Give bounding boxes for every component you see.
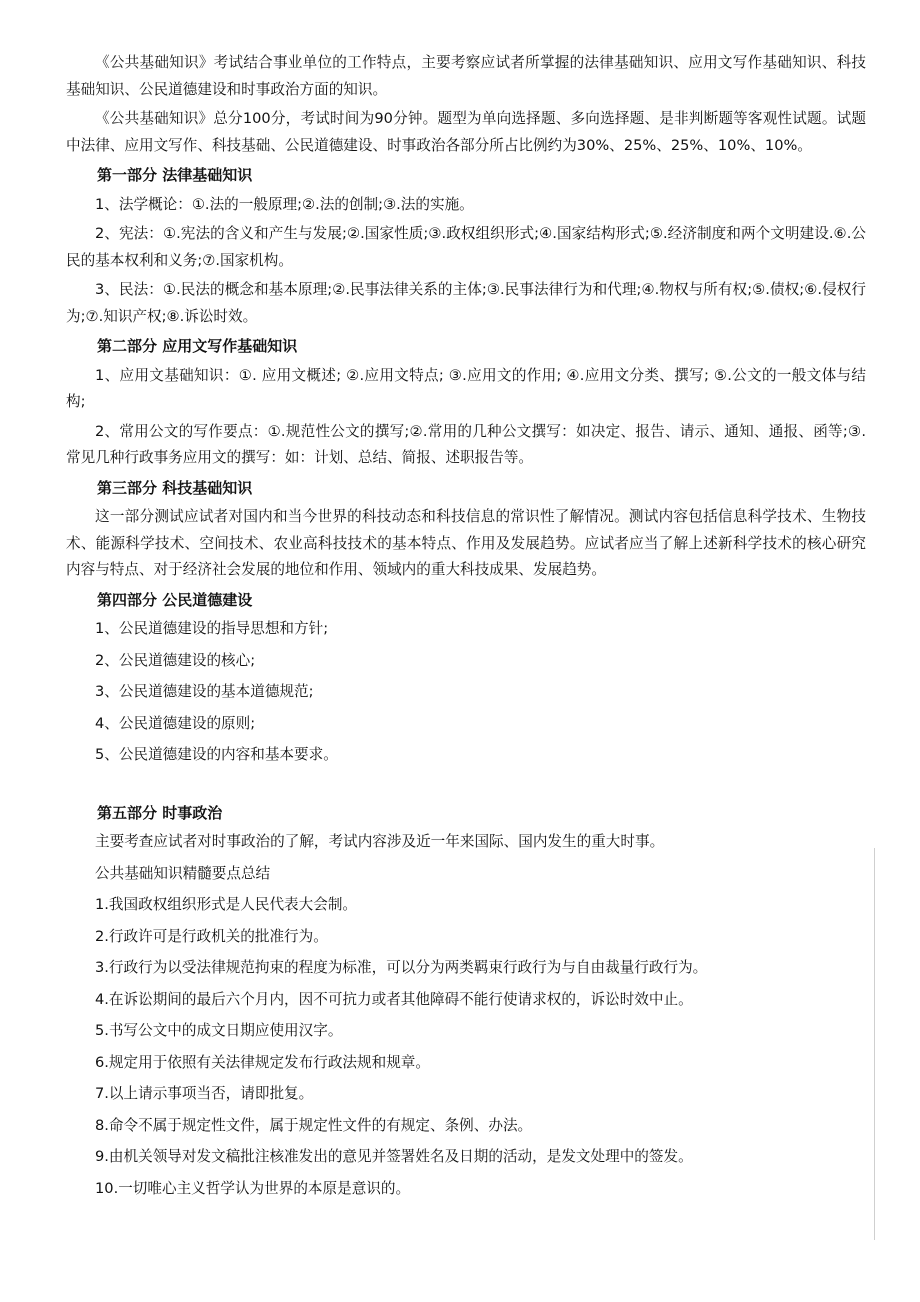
part2-item: 1、应用文基础知识：①. 应用文概述; ②.应用文特点; ③.应用文的作用; ④.应用文分类、撰写; ⑤.公文的一般文体与结构; bbox=[66, 366, 866, 410]
part5-paragraph: 主要考查应试者对时事政治的了解，考试内容涉及近一年来国际、国内发生的重大时事。 bbox=[95, 833, 665, 850]
part4-item: 5、公民道德建设的内容和基本要求。 bbox=[95, 746, 338, 763]
part3-paragraph: 这一部分测试应试者对国内和当今世界的科技动态和科技信息的常识性了解情况。测试内容包括信息科学技术、生物技术、能源科学技术、空间技术、农业高科技技术的基本特点、作用及发展趋势。应试者应当了解上述新科学技术的核心研究内容与特点、对于经济社会发展的地位和作用、领域内的重大科技成果、发展趋势。 bbox=[66, 508, 866, 578]
part3-heading: 第三部分 科技基础知识 bbox=[97, 478, 253, 497]
document-body bbox=[66, 50, 866, 1207]
intro-paragraph-1: 《公共基础知识》考试结合事业单位的工作特点，主要考察应试者所掌握的法律基础知识、应用文写作基础知识、科技基础知识、公民道德建设和时事政治方面的知识。 bbox=[66, 54, 866, 98]
part4-item: 2、公民道德建设的核心; bbox=[95, 651, 256, 669]
part5-heading: 第五部分 时事政治 bbox=[97, 803, 223, 822]
summary-point: 6.规定用于依照有关法律规定发布行政法规和规章。 bbox=[95, 1053, 430, 1071]
summary-point: 5.书写公文中的成文日期应使用汉字。 bbox=[95, 1022, 343, 1039]
intro-paragraph-2: 《公共基础知识》总分100分，考试时间为90分钟。题型为单向选择题、多向选择题、是非判断题等客观性试题。试题中法律、应用文写作、科技基础、公民道德建设、时事政治各部分所占比例约为30%、25%、25%、10%、10%。 bbox=[66, 110, 866, 154]
part1-heading: 第一部分 法律基础知识 bbox=[97, 166, 253, 184]
part4-item: 3、公民道德建设的基本道德规范; bbox=[95, 683, 314, 700]
part4-item: 1、公民道德建设的指导思想和方针; bbox=[95, 620, 329, 637]
summary-point: 2.行政许可是行政机关的批准行为。 bbox=[95, 927, 328, 945]
summary-point: 10.一切唯心主义哲学认为世界的本原是意识的。 bbox=[95, 1179, 411, 1197]
summary-point: 9.由机关领导对发文稿批注核准发出的意见并签署姓名及日期的活动，是发文处理中的签发。 bbox=[95, 1148, 693, 1165]
part4-heading: 第四部分 公民道德建设 bbox=[97, 590, 253, 609]
summary-title: 公共基础知识精髓要点总结 bbox=[95, 864, 271, 882]
part2-item: 2、常用公文的写作要点：①.规范性公文的撰写;②.常用的几种公文撰写：如决定、报告、请示、通知、通报、函等;③.常见几种行政事务应用文的撰写：如：计划、总结、简报、述职报告等。 bbox=[66, 422, 866, 466]
summary-point: 3.行政行为以受法律规范拘束的程度为标准，可以分为两类羁束行政行为与自由裁量行政行为。 bbox=[95, 959, 708, 976]
part4-item: 4、公民道德建设的原则; bbox=[95, 714, 256, 732]
summary-point: 8.命令不属于规定性文件，属于规定性文件的有规定、条例、办法。 bbox=[95, 1116, 533, 1134]
page-edge-rule bbox=[874, 848, 875, 1240]
part1-item: 3、民法：①.民法的概念和基本原理;②.民事法律关系的主体;③.民事法律行为和代理;④.物权与所有权;⑤.债权;⑥.侵权行为;⑦.知识产权;⑧.诉讼时效。 bbox=[66, 281, 866, 325]
part1-item: 1、法学概论：①.法的一般原理;②.法的创制;③.法的实施。 bbox=[95, 195, 474, 213]
part2-heading: 第二部分 应用文写作基础知识 bbox=[97, 337, 298, 355]
summary-point: 7.以上请示事项当否，请即批复。 bbox=[95, 1085, 314, 1102]
part1-item: 2、宪法：①.宪法的含义和产生与发展;②.国家性质;③.政权组织形式;④.国家结构形式;⑤.经济制度和两个文明建设.⑥.公民的基本权利和义务;⑦.国家机构。 bbox=[66, 225, 866, 269]
summary-point: 4.在诉讼期间的最后六个月内，因不可抗力或者其他障碍不能行使请求权的，诉讼时效中止。 bbox=[95, 990, 693, 1008]
section-gap bbox=[66, 774, 866, 798]
summary-point: 1.我国政权组织形式是人民代表大会制。 bbox=[95, 896, 358, 913]
